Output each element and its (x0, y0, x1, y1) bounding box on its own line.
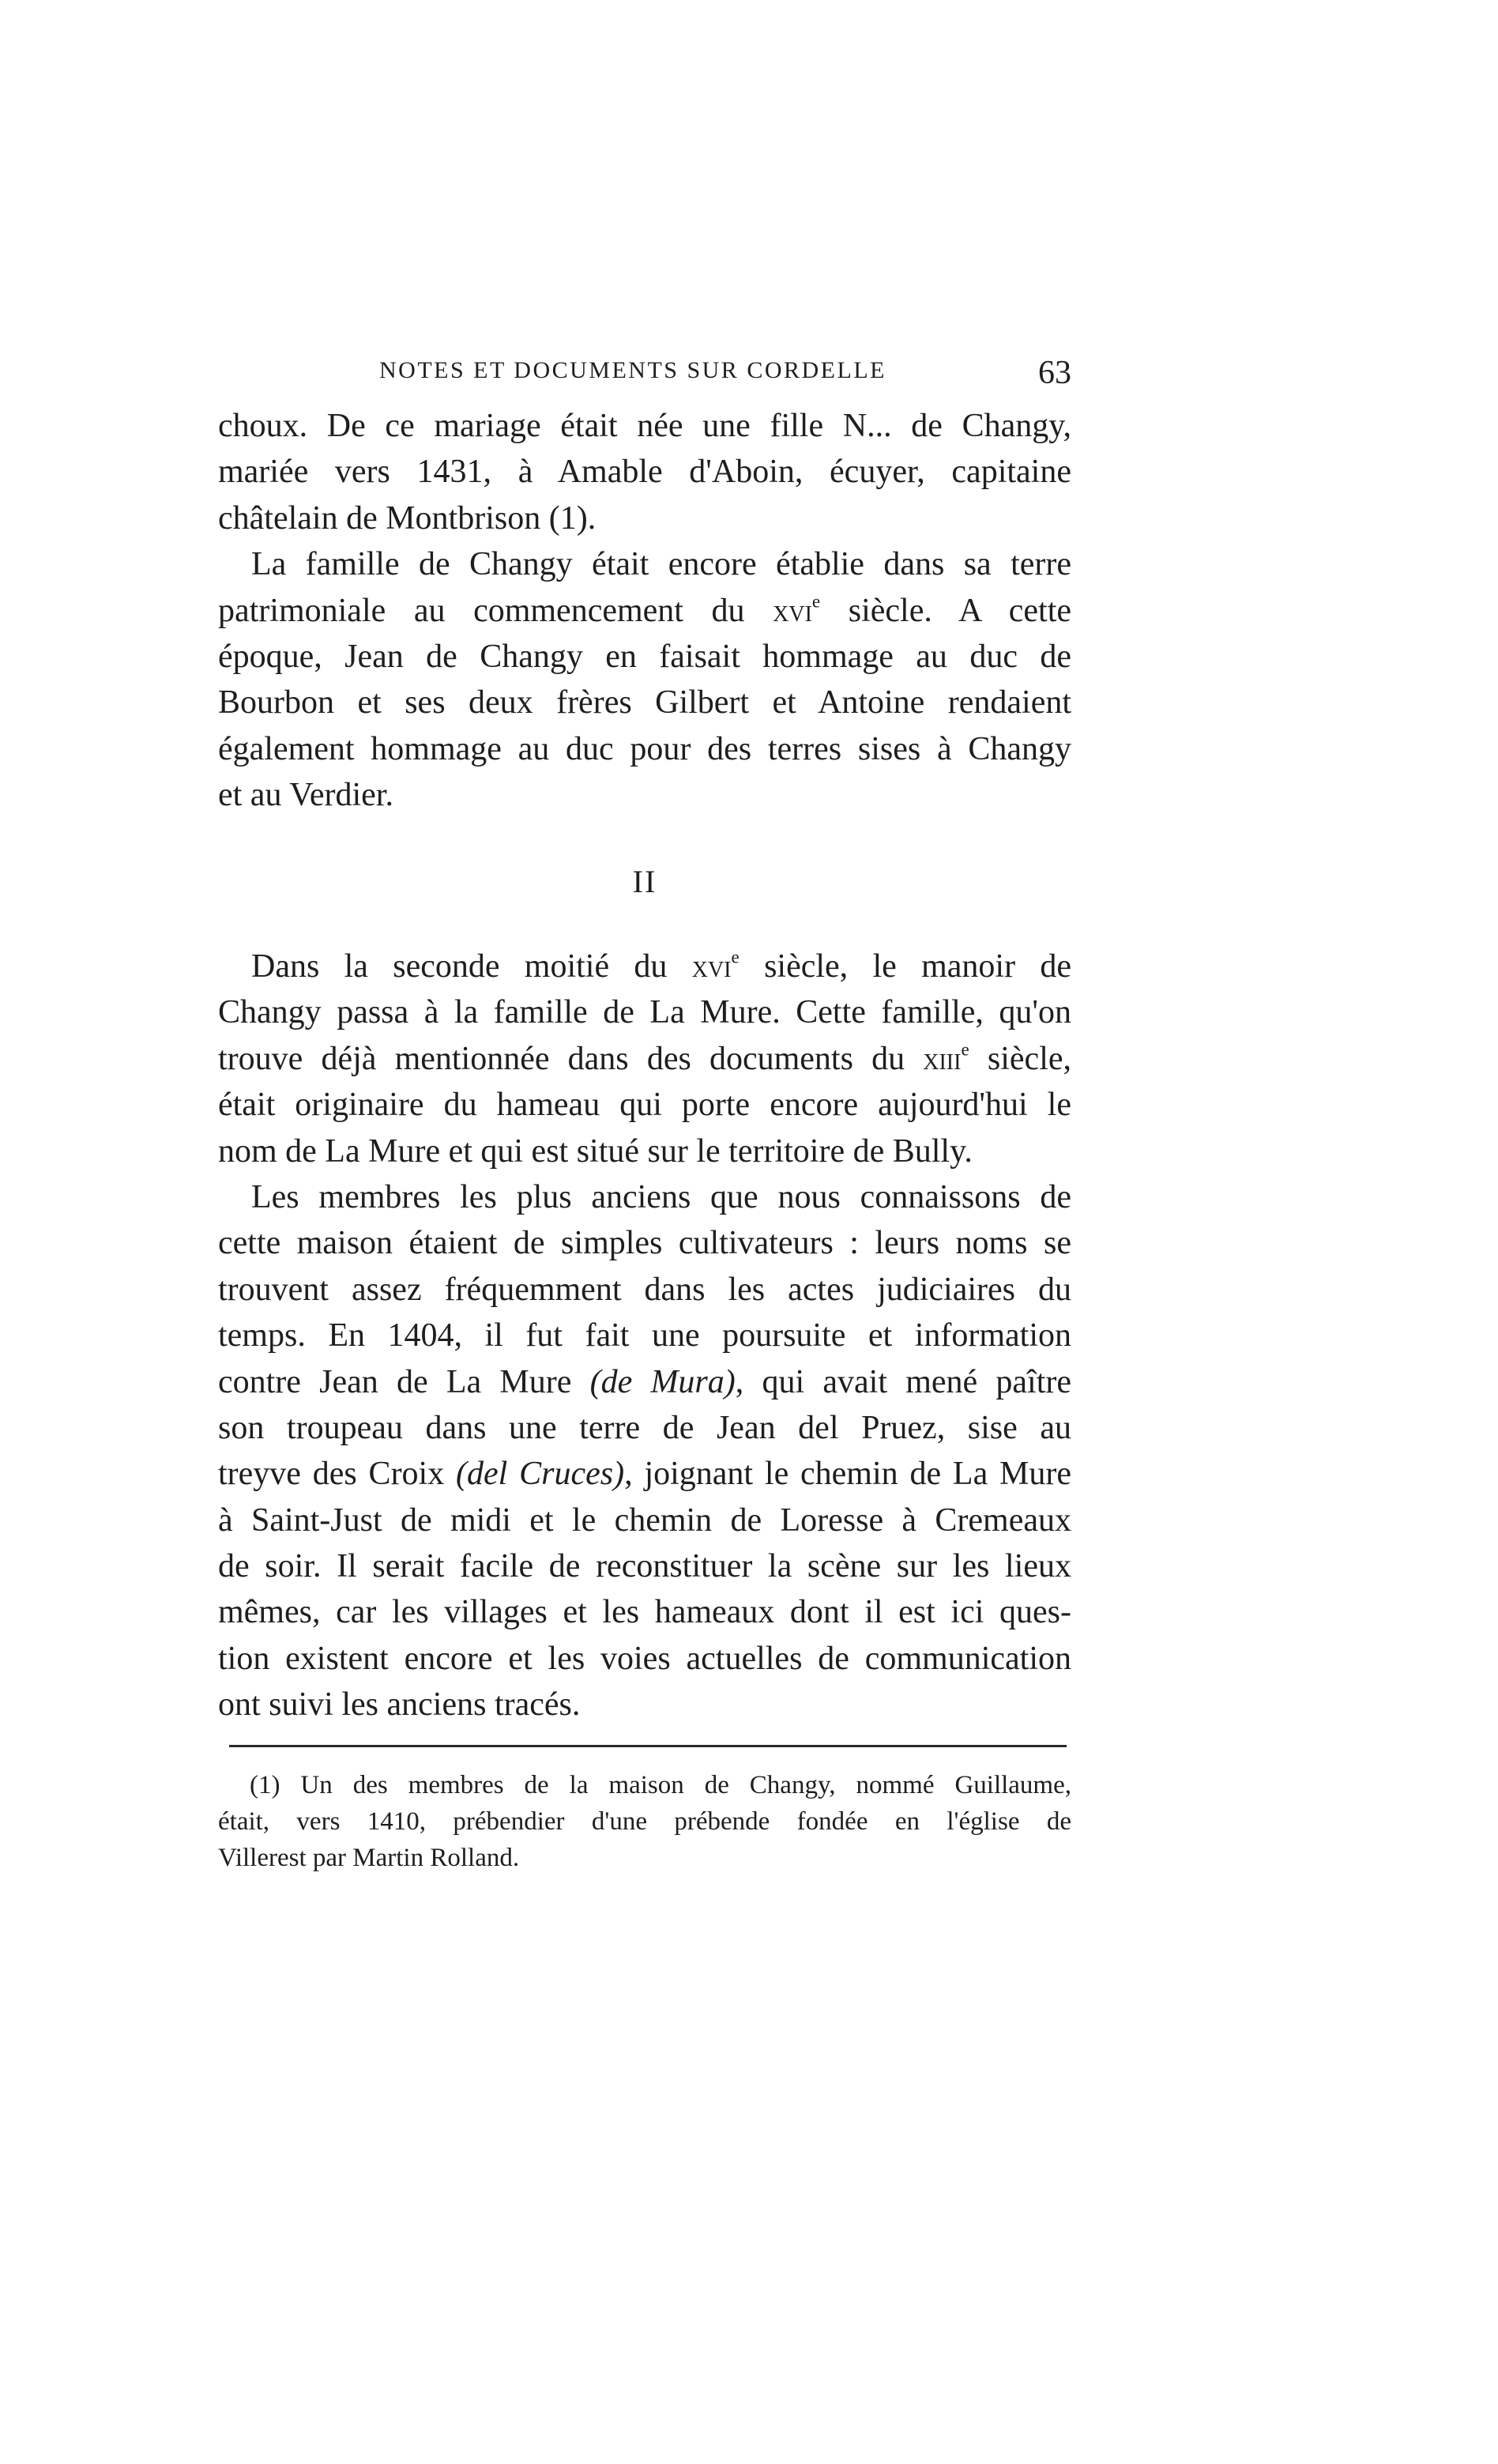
text-line: à Saint-Just de midi et le chemin de Loresse à Cremeaux (218, 1501, 1071, 1539)
text-segment: trouve déjà mentionnée dans des documents du (218, 1040, 924, 1077)
text-line: de soir. Il serait facile de reconstituer la scène sur les lieux (218, 1548, 1071, 1585)
footnote-line: était, vers 1410, prébendier d'une prébende fondée en l'église de (218, 1807, 1071, 1836)
text-line (218, 1036, 1071, 1082)
text-line (218, 588, 1071, 634)
superscript: e (811, 590, 821, 612)
text-line: mariée vers 1431, à Amable d'Aboin, écuyer, capitaine (218, 454, 1071, 491)
text-line: également hommage au duc pour des terres sises à Changy (218, 730, 1071, 767)
footnote-line: (1) Un des membres de la maison de Changy, nommé Guillaume, (250, 1771, 1071, 1799)
roman-numeral: xvi (773, 592, 812, 628)
text-segment: Dans la seconde moitié du (251, 948, 692, 985)
text-segment: siècle. A cette (820, 592, 1071, 629)
text-line: Les membres les plus anciens que nous connaissons de (251, 1178, 1071, 1215)
section-heading: II (632, 864, 657, 899)
text-line: mêmes, car les villages et les hameaux dont il est ici ques- (218, 1594, 1071, 1631)
text-line: et au Verdier. (218, 777, 393, 814)
text-line: trouvent assez fréquemment dans les actes judiciaires du (218, 1271, 1071, 1308)
footnote-divider (229, 1745, 1067, 1747)
roman-numeral: xvi (691, 948, 732, 984)
italic-segment: (del Cruces) (456, 1456, 625, 1493)
body-text-block-1 (218, 403, 1071, 819)
text-segment: , qui avait mené paître (735, 1363, 1071, 1400)
text-segment: treyve des Croix (218, 1456, 457, 1493)
text-segment: siècle, (969, 1040, 1072, 1077)
text-line: ont suivi les anciens tracés. (218, 1686, 581, 1724)
text-line: cette maison étaient de simples cultivateurs : leurs noms se (218, 1225, 1071, 1262)
text-line: châtelain de Montbrison (1). (218, 499, 597, 537)
text-line (218, 944, 1071, 989)
text-line: choux. De ce mariage était née une fille N... de Changy, (218, 408, 1071, 444)
page-number: 63 (1038, 355, 1071, 391)
text-line: nom de La Mure et qui est situé sur le territoire de Bully. (218, 1132, 973, 1170)
roman-numeral: xiii (923, 1040, 962, 1076)
text-segment: , joignant le chemin de La Mure (624, 1456, 1071, 1493)
text-line: Bourbon et ses deux frères Gilbert et Antoine rendaient (218, 684, 1071, 721)
text-line: son troupeau dans une terre de Jean del Pruez, sise au (218, 1409, 1071, 1446)
text-segment: siècle, le manoir de (739, 948, 1071, 985)
text-segment: contre Jean de La Mure (218, 1363, 590, 1400)
text-line: époque, Jean de Changy en faisait hommage au duc de (218, 638, 1071, 675)
text-line: tion existent encore et les voies actuelles de communication (218, 1640, 1071, 1677)
page-header (221, 354, 1071, 394)
body-text-block-2 (218, 944, 1071, 1728)
text-line (218, 1451, 1071, 1497)
text-line: La famille de Changy était encore établie dans sa terre (251, 546, 1071, 583)
text-line (218, 1359, 1071, 1405)
footnote-line: Villerest par Martin Rolland. (218, 1844, 520, 1872)
footnote (218, 1767, 1071, 1876)
text-line: temps. En 1404, il fut fait une poursuite et information (218, 1317, 1071, 1354)
italic-segment: (de Mura) (589, 1363, 736, 1400)
text-line: était originaire du hameau qui porte encore aujourd'hui le (218, 1087, 1071, 1124)
superscript: e (961, 1038, 969, 1060)
text-line: Changy passa à la famille de La Mure. Cette famille, qu'on (218, 994, 1071, 1031)
superscript: e (731, 946, 740, 967)
running-title: NOTES ET DOCUMENTS SUR CORDELLE (379, 357, 886, 383)
text-segment: patrimoniale au commencement du (218, 592, 773, 629)
